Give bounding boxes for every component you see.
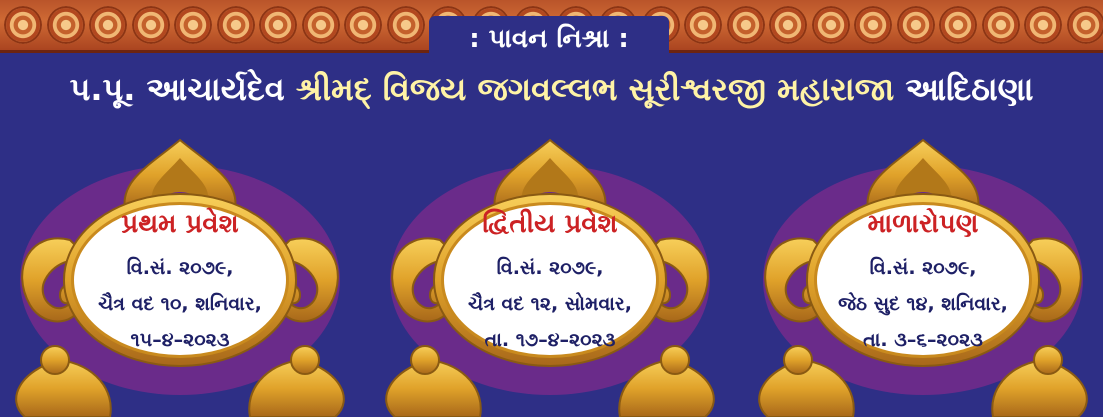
- card-line-2: જેઠ સુદ ૧૪, શનિવાર,: [838, 293, 1008, 315]
- card-title: માળારોપણ: [867, 209, 979, 239]
- card-content: [420, 206, 680, 358]
- headline-prefix: પ.પૂ. આચાર્યદેવ: [69, 70, 285, 108]
- rosette-icon: [939, 6, 977, 44]
- card-dvitiya-pravesh: [370, 120, 730, 417]
- rosette-icon: [684, 6, 722, 44]
- card-line-3: તા. ૩–૬–૨૦૨૩: [863, 329, 983, 351]
- card-line-1: વિ.સં. ૨૦૭૯,: [869, 257, 977, 279]
- card-content: [50, 206, 310, 358]
- card-line-3: ૧૫–૪–૨૦૨૩: [130, 329, 230, 351]
- rosette-icon: [132, 6, 170, 44]
- rosette-icon: [387, 6, 425, 44]
- card-line-2: ચૈત્ર વદ ૧૨, સોમવાર,: [468, 293, 632, 315]
- rosette-icon: [47, 6, 85, 44]
- headline-suffix: આદિઠાણા: [905, 70, 1034, 108]
- rosette-icon: [174, 6, 212, 44]
- rosette-icon: [1024, 6, 1062, 44]
- rosette-icon: [89, 6, 127, 44]
- rosette-icon: [1067, 6, 1103, 44]
- card-line-1: વિ.સં. ૨૦૭૯,: [126, 257, 234, 279]
- rosette-icon: [344, 6, 382, 44]
- rosette-icon: [982, 6, 1020, 44]
- card-malaropan: [743, 120, 1103, 417]
- card-title: દ્વિતીય પ્રવેશ: [482, 209, 618, 239]
- rosette-icon: [259, 6, 297, 44]
- rosette-icon: [812, 6, 850, 44]
- rosette-icon: [769, 6, 807, 44]
- rosette-icon: [302, 6, 340, 44]
- card-line-2: ચૈત્ર વદ ૧૦, શનિવાર,: [98, 293, 262, 315]
- card-line-3: તા. ૧૭–૪–૨૦૨૩: [484, 329, 616, 351]
- rosette-icon: [854, 6, 892, 44]
- headline-name: શ્રીમદ્ વિજય જગવલ્લભ સૂરીશ્વરજી મહારાજા: [295, 70, 895, 108]
- card-content: [793, 206, 1053, 358]
- rosette-icon: [217, 6, 255, 44]
- card-pratham-pravesh: [0, 120, 360, 417]
- rosette-icon: [4, 6, 42, 44]
- rosette-icon: [897, 6, 935, 44]
- card-title: પ્રથમ પ્રવેશ: [121, 209, 239, 239]
- rosette-icon: [727, 6, 765, 44]
- headline: [0, 70, 1103, 109]
- card-line-1: વિ.સં. ૨૦૭૯,: [496, 257, 604, 279]
- pavan-nishra-label: : પાવન નિશ્રા :: [429, 16, 669, 62]
